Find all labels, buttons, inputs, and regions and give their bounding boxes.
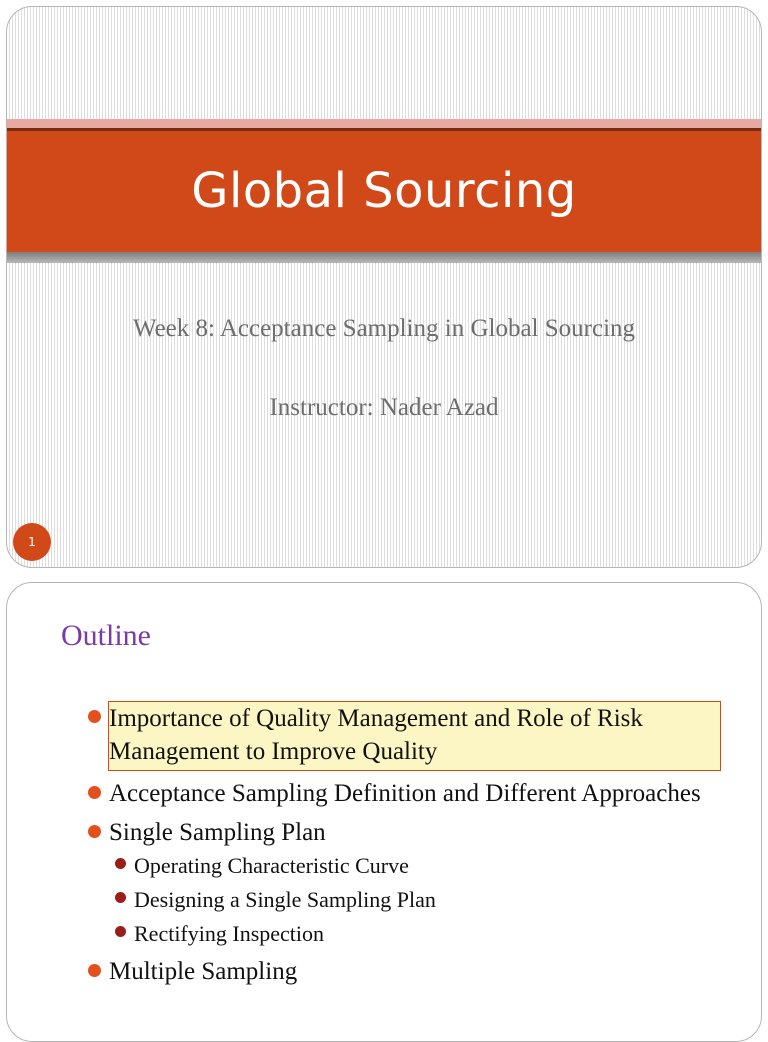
outline-item bbox=[7, 777, 761, 810]
outline-subitem-label: Rectifying Inspection bbox=[134, 921, 325, 946]
title-band bbox=[7, 128, 761, 252]
subtitle-week: Week 8: Acceptance Sampling in Global Sourcing bbox=[132, 315, 636, 342]
outline-subitem-label: Designing a Single Sampling Plan bbox=[134, 887, 436, 912]
outline-item bbox=[7, 816, 761, 949]
sub-bullet-icon bbox=[115, 858, 126, 869]
bullet-icon bbox=[88, 964, 101, 977]
outline-slide bbox=[6, 582, 762, 1042]
outline-item-label: Single Sampling Plan bbox=[109, 819, 326, 846]
title-slide bbox=[6, 6, 762, 568]
sub-bullet-icon bbox=[115, 926, 126, 937]
title-band-shadow bbox=[7, 252, 761, 263]
outline-subitem bbox=[7, 885, 721, 915]
outline-item-label: Acceptance Sampling Definition and Different Approaches bbox=[109, 780, 701, 807]
bullet-icon bbox=[88, 825, 101, 838]
slide-title: Global Sourcing bbox=[191, 162, 577, 219]
outline-subitem-label: Operating Characteristic Curve bbox=[134, 853, 409, 878]
outline-list bbox=[7, 701, 761, 994]
outline-subitem bbox=[7, 851, 721, 881]
outline-item bbox=[7, 701, 761, 771]
outline-subitem bbox=[7, 919, 721, 949]
sub-bullet-icon bbox=[115, 892, 126, 903]
bullet-icon bbox=[88, 786, 101, 799]
bullet-icon bbox=[88, 710, 101, 723]
outline-title: Outline bbox=[61, 619, 151, 652]
outline-sublist bbox=[109, 851, 721, 949]
outline-item bbox=[7, 955, 761, 988]
selected-text-highlight[interactable]: Importance of Quality Management and Role of Risk Management to Improve Quality bbox=[108, 701, 721, 771]
slide-number-badge: 1 bbox=[13, 523, 51, 561]
title-band-top-stripe bbox=[7, 119, 761, 128]
outline-item-label: Multiple Sampling bbox=[109, 958, 298, 985]
subtitle-instructor: Instructor: Nader Azad bbox=[269, 394, 499, 421]
